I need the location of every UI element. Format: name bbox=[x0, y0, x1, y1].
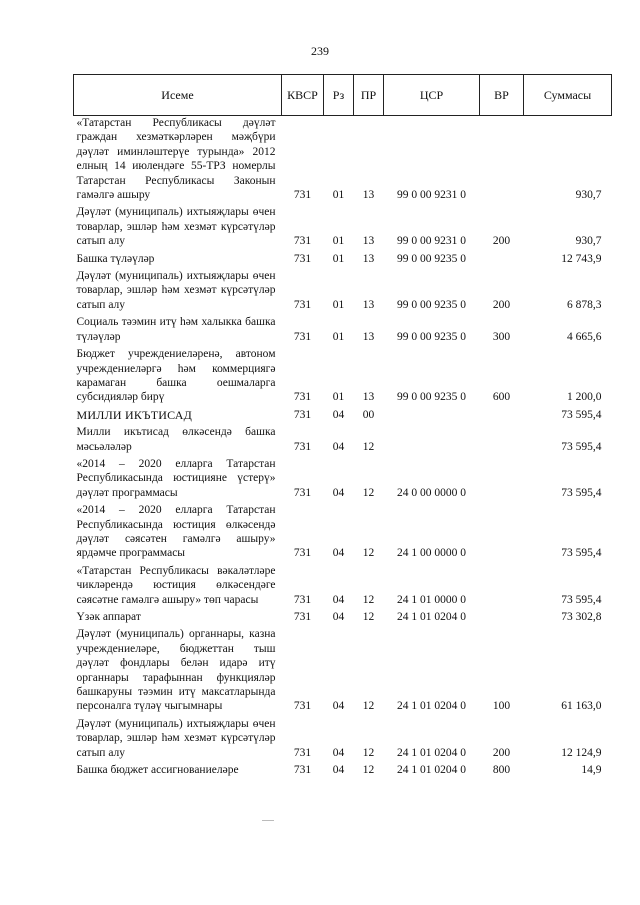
table-row bbox=[74, 315, 612, 347]
row-csr-cell: 99 0 00 9231 0 bbox=[397, 235, 466, 248]
column-header-sum: Суммасы bbox=[524, 75, 612, 116]
row-csr-cell: 24 1 01 0204 0 bbox=[397, 611, 466, 623]
row-pr-cell: 12 bbox=[362, 700, 375, 713]
table-row bbox=[74, 252, 612, 269]
row-rz-cell: 01 bbox=[332, 391, 345, 404]
row-name-cell: «Татарстан Республикасы дәүләт граждан хезмәткәрләрен мәҗбүри дәүләт иминләштерүе турында» 2012 елның 14 июлендәге 55-ТРЗ номерлы Татарстан Республикасы Законын гамәлгә ашыру bbox=[76, 117, 276, 202]
row-pr-cell: 12 bbox=[362, 547, 375, 560]
row-vr-cell: 100 bbox=[492, 700, 511, 713]
row-pr-cell: 12 bbox=[362, 486, 375, 499]
row-sum-cell: 73 595,4 bbox=[561, 486, 602, 499]
row-rz-cell: 04 bbox=[332, 746, 345, 759]
row-rz-cell: 01 bbox=[332, 298, 345, 311]
row-name-cell: Дәүләт (муниципаль) ихтыяҗлары өчен товарлар, эшләр һәм хезмәт күрсәтүләр сатып алу bbox=[76, 270, 276, 311]
row-csr-cell: 99 0 00 9235 0 bbox=[397, 252, 466, 265]
table-row bbox=[74, 457, 612, 503]
row-vr-cell: 800 bbox=[492, 764, 511, 777]
row-sum-cell: 61 163,0 bbox=[561, 700, 602, 713]
row-kvsr-cell: 731 bbox=[293, 408, 312, 421]
row-pr-cell: 13 bbox=[362, 252, 375, 265]
column-header-name: Исеме bbox=[74, 75, 282, 116]
row-csr-cell: 99 0 00 9235 0 bbox=[397, 391, 466, 404]
row-sum-cell: 6 878,3 bbox=[567, 298, 602, 311]
row-kvsr-cell: 731 bbox=[293, 298, 312, 311]
table-row bbox=[74, 425, 612, 457]
row-sum-cell: 14,9 bbox=[581, 764, 602, 777]
row-name-cell: «2014 – 2020 елларга Татарстан Республикасында юстиция өлкәсендә дәүләт сәясәтен гамәлгә ашыру» ярдәмче программасы bbox=[76, 504, 276, 560]
row-name-cell: «Татарстан Республикасы вәкаләтләре чикләрендә юстиция өлкәсендәге сәясәтне гамәлгә ашыру» төп чарасы bbox=[76, 564, 276, 606]
row-rz-cell: 04 bbox=[332, 547, 345, 560]
row-rz-cell: 04 bbox=[332, 611, 345, 623]
row-sum-cell: 930,7 bbox=[575, 235, 602, 248]
row-name-cell: «2014 – 2020 елларга Татарстан Республикасында юстицияне үстерү» дәүләт программасы bbox=[76, 457, 276, 499]
page-number: 239 bbox=[311, 44, 329, 58]
row-rz-cell: 01 bbox=[332, 330, 345, 343]
table-row bbox=[74, 269, 612, 315]
row-pr-cell: 12 bbox=[362, 593, 375, 606]
row-name-cell: Үзәк аппарат bbox=[76, 611, 141, 623]
row-sum-cell: 73 595,4 bbox=[561, 408, 602, 421]
row-kvsr-cell: 731 bbox=[293, 189, 312, 202]
row-kvsr-cell: 731 bbox=[293, 252, 312, 265]
column-header-kvsr: КВСР bbox=[282, 75, 324, 116]
table-body bbox=[74, 116, 612, 781]
table-row bbox=[74, 116, 612, 206]
row-name-cell: Дәүләт (муниципаль) ихтыяҗлары өчен товарлар, эшләр һәм хезмәт күрсәтүләр сатып алу bbox=[76, 717, 276, 759]
row-rz-cell: 01 bbox=[332, 235, 345, 248]
row-kvsr-cell: 731 bbox=[293, 700, 312, 713]
row-pr-cell: 13 bbox=[362, 330, 375, 343]
row-csr-cell bbox=[384, 408, 480, 425]
row-rz-cell: 04 bbox=[332, 700, 345, 713]
row-vr-cell bbox=[480, 425, 524, 457]
row-name-cell: МИЛЛИ ИКЪТИСАД bbox=[76, 407, 192, 422]
column-header-rz: Рз bbox=[324, 75, 354, 116]
row-kvsr-cell: 731 bbox=[293, 764, 312, 777]
table-row bbox=[74, 564, 612, 610]
row-kvsr-cell: 731 bbox=[293, 746, 312, 759]
row-sum-cell: 73 595,4 bbox=[561, 593, 602, 606]
row-csr-cell: 99 0 00 9235 0 bbox=[397, 330, 466, 343]
row-vr-cell: 200 bbox=[492, 298, 511, 311]
table-row bbox=[74, 610, 612, 627]
row-vr-cell bbox=[480, 457, 524, 503]
row-vr-cell bbox=[480, 408, 524, 425]
column-header-pr: ПР bbox=[354, 75, 384, 116]
table-header-row bbox=[74, 75, 612, 116]
row-kvsr-cell: 731 bbox=[293, 391, 312, 404]
row-name-cell: Милли икътисад өлкәсендә башка мәсьәләләр bbox=[76, 426, 276, 453]
row-csr-cell: 99 0 00 9235 0 bbox=[397, 298, 466, 311]
row-kvsr-cell: 731 bbox=[293, 440, 312, 453]
row-kvsr-cell: 731 bbox=[293, 611, 312, 623]
row-pr-cell: 13 bbox=[362, 189, 375, 202]
row-vr-cell bbox=[480, 610, 524, 627]
row-vr-cell: 600 bbox=[492, 391, 511, 404]
row-csr-cell bbox=[384, 425, 480, 457]
table-row bbox=[74, 627, 612, 716]
row-pr-cell: 13 bbox=[362, 298, 375, 311]
row-sum-cell: 1 200,0 bbox=[567, 391, 602, 404]
row-csr-cell: 24 1 01 0204 0 bbox=[397, 764, 466, 777]
table-row bbox=[74, 205, 612, 251]
table-row bbox=[74, 717, 612, 763]
table-row bbox=[74, 503, 612, 564]
row-vr-cell bbox=[480, 252, 524, 269]
row-rz-cell: 04 bbox=[332, 593, 345, 606]
table-row bbox=[74, 763, 612, 780]
row-name-cell: Башка бюджет ассигнованиеләре bbox=[76, 764, 239, 777]
row-pr-cell: 13 bbox=[362, 391, 375, 404]
row-sum-cell: 12 124,9 bbox=[561, 746, 602, 759]
row-rz-cell: 04 bbox=[332, 486, 345, 499]
row-rz-cell: 04 bbox=[332, 764, 345, 777]
column-header-vr: ВР bbox=[480, 75, 524, 116]
row-sum-cell: 73 302,8 bbox=[561, 611, 602, 623]
row-pr-cell: 12 bbox=[362, 764, 375, 777]
row-pr-cell: 12 bbox=[362, 611, 375, 623]
row-rz-cell: 04 bbox=[332, 440, 345, 453]
row-csr-cell: 24 0 00 0000 0 bbox=[397, 486, 466, 499]
row-sum-cell: 73 595,4 bbox=[561, 440, 602, 453]
row-kvsr-cell: 731 bbox=[293, 547, 312, 560]
row-rz-cell: 01 bbox=[332, 189, 345, 202]
row-kvsr-cell: 731 bbox=[293, 330, 312, 343]
row-name-cell: Бюджет учреждениеләренә, автоном учреждениеләргә һәм коммерциягә карамаган башка оешмаларга субсидияләр бирү bbox=[76, 348, 276, 404]
row-pr-cell: 00 bbox=[362, 408, 375, 421]
row-sum-cell: 4 665,6 bbox=[567, 330, 602, 343]
budget-table bbox=[73, 74, 612, 780]
row-csr-cell: 24 1 00 0000 0 bbox=[397, 547, 466, 560]
row-pr-cell: 12 bbox=[362, 440, 375, 453]
row-vr-cell bbox=[480, 503, 524, 564]
row-pr-cell: 12 bbox=[362, 746, 375, 759]
row-name-cell: Дәүләт (муниципаль) органнары, казна учреждениеләре, бюджеттан тыш дәүләт фондлары белән идарә итү органнары тарафыннан функцияләр башкаруны тәэмин итү максатларында персоналга түләү чыгымнары bbox=[76, 628, 276, 713]
row-rz-cell: 04 bbox=[332, 408, 345, 421]
table-row bbox=[74, 408, 612, 425]
row-name-cell: Башка түләүләр bbox=[76, 252, 155, 265]
row-pr-cell: 13 bbox=[362, 235, 375, 248]
row-sum-cell: 12 743,9 bbox=[561, 252, 602, 265]
row-name-cell: Дәүләт (муниципаль) ихтыяҗлары өчен товарлар, эшләр һәм хезмәт күрсәтүләр сатып алу bbox=[76, 206, 276, 248]
row-rz-cell: 01 bbox=[332, 252, 345, 265]
row-csr-cell: 24 1 01 0000 0 bbox=[397, 593, 466, 606]
table-row bbox=[74, 347, 612, 408]
row-vr-cell: 300 bbox=[492, 330, 511, 343]
row-csr-cell: 24 1 01 0204 0 bbox=[397, 700, 466, 713]
row-kvsr-cell: 731 bbox=[293, 235, 312, 248]
row-vr-cell bbox=[480, 564, 524, 610]
row-kvsr-cell: 731 bbox=[293, 593, 312, 606]
row-name-cell: Социаль тәэмин итү һәм халыкка башка түләүләр bbox=[76, 316, 276, 343]
column-header-csr: ЦСР bbox=[384, 75, 480, 116]
row-csr-cell: 24 1 01 0204 0 bbox=[397, 746, 466, 759]
row-sum-cell: 930,7 bbox=[575, 189, 602, 202]
row-vr-cell bbox=[480, 116, 524, 206]
row-vr-cell: 200 bbox=[492, 746, 511, 759]
row-kvsr-cell: 731 bbox=[293, 486, 312, 499]
row-sum-cell: 73 595,4 bbox=[561, 547, 602, 560]
row-csr-cell: 99 0 00 9231 0 bbox=[397, 189, 466, 202]
row-vr-cell: 200 bbox=[492, 235, 511, 248]
scan-mark bbox=[262, 820, 274, 821]
